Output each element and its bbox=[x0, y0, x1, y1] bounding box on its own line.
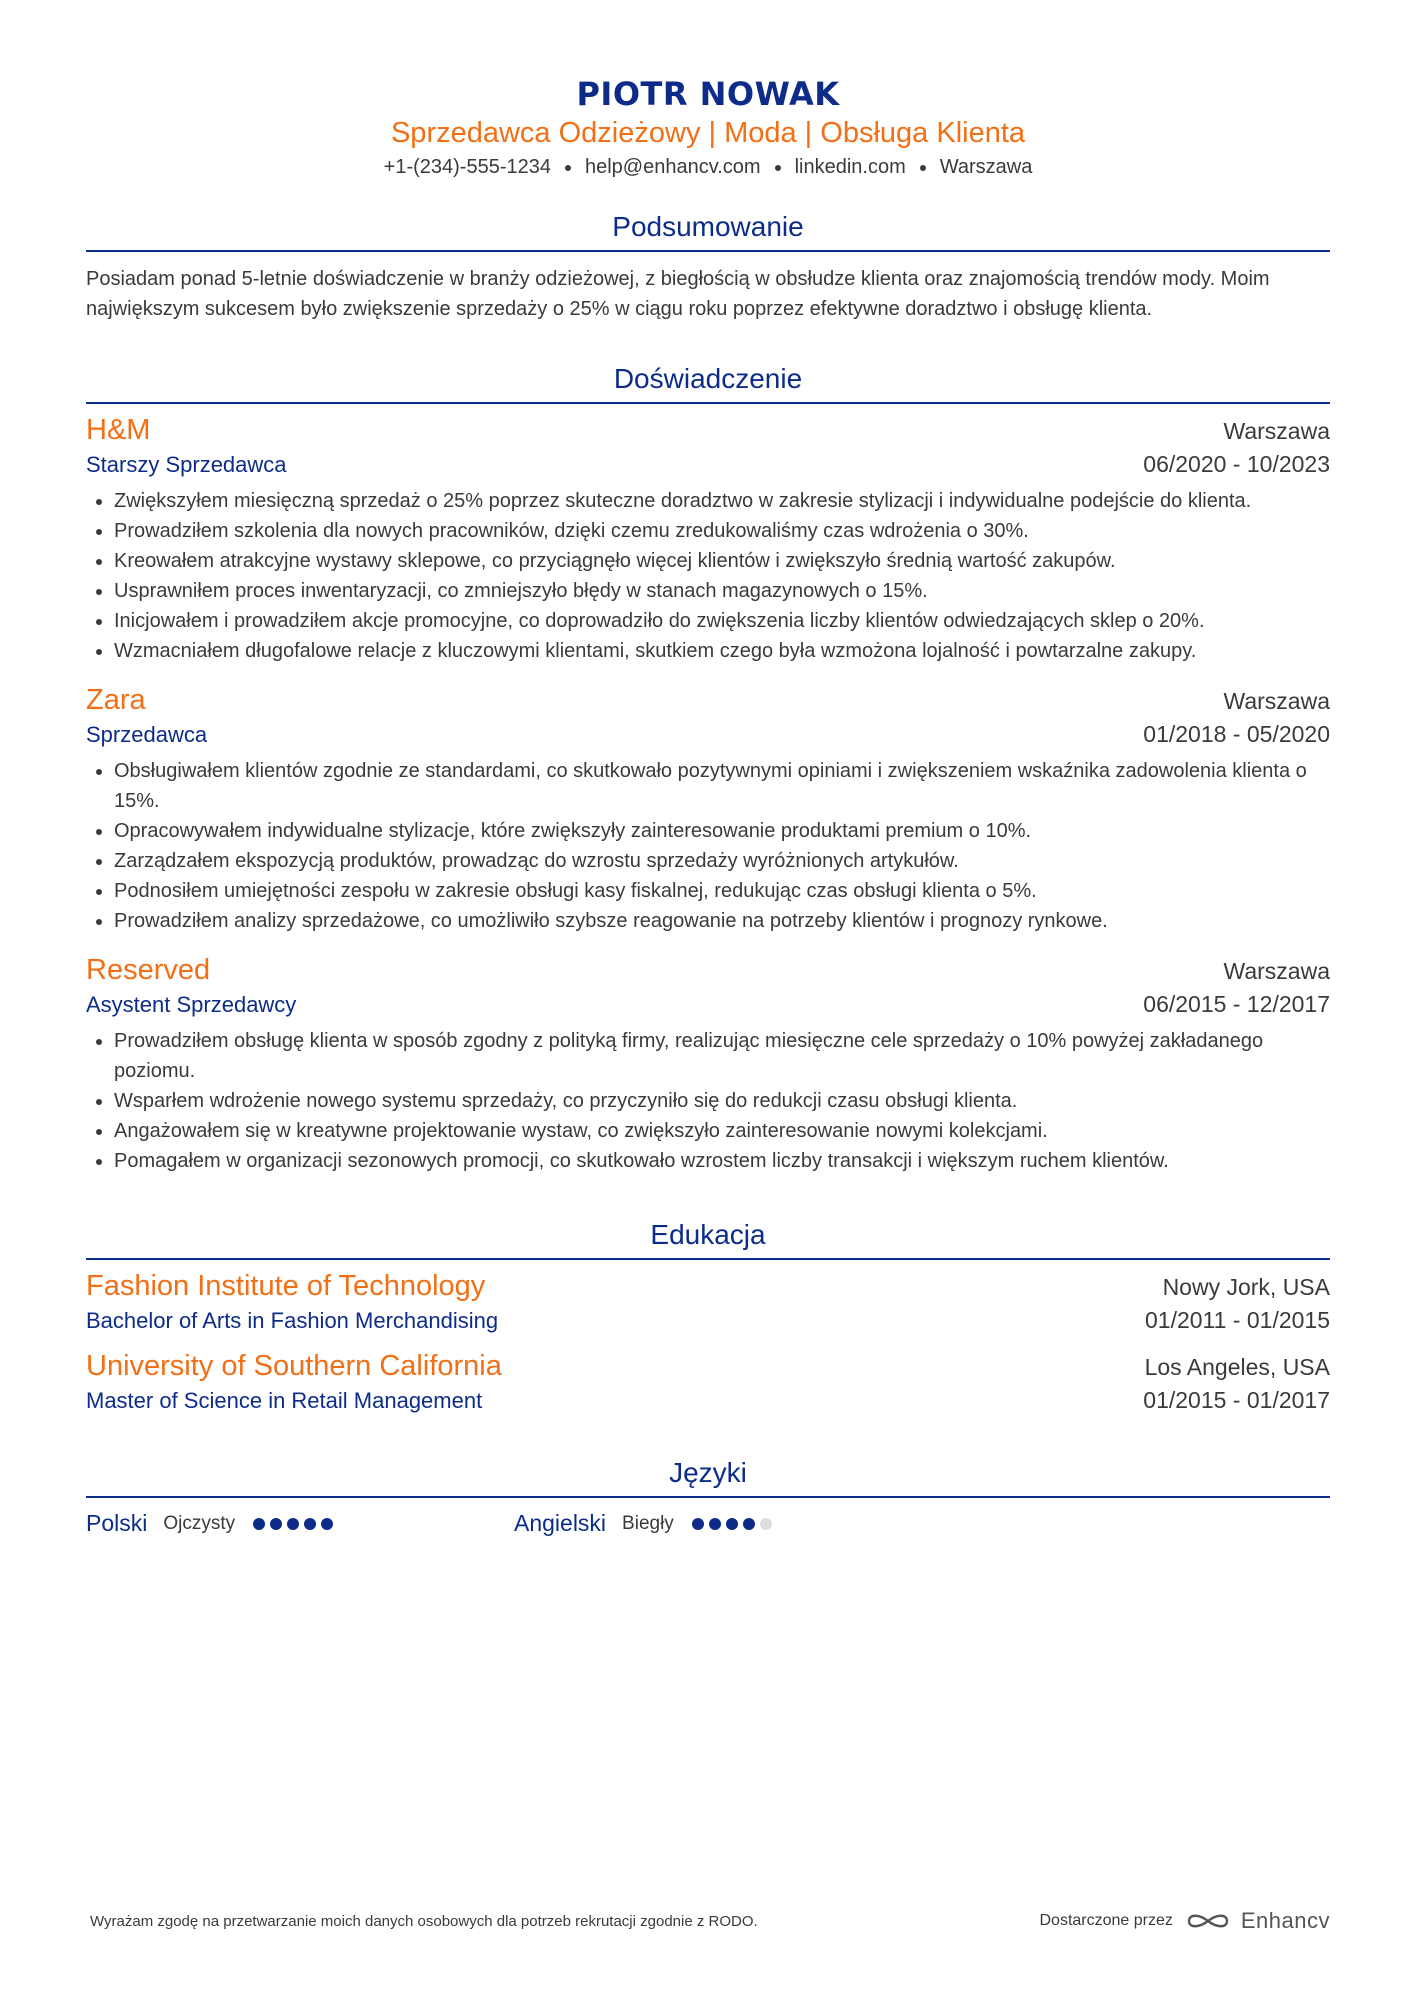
rating-dot-icon bbox=[760, 1518, 772, 1530]
achievement-item: Wzmacniałem długofalowe relacje z kluczowymi klientami, skutkiem czego była wzmożona lojalność i powtarzalne zakupy. bbox=[86, 636, 1330, 666]
powered-by bbox=[1039, 1908, 1330, 1934]
summary-section bbox=[86, 208, 1330, 324]
rating-dot-icon bbox=[304, 1518, 316, 1530]
degree: Bachelor of Arts in Fashion Merchandising bbox=[86, 1308, 499, 1333]
job-title: Sprzedawca bbox=[86, 722, 208, 747]
education-header bbox=[86, 1268, 1330, 1305]
section-title: Doświadczenie bbox=[613, 363, 803, 394]
languages-section bbox=[86, 1454, 1330, 1537]
enhancv-logo-icon bbox=[1185, 1910, 1231, 1932]
separator-dot-icon bbox=[565, 165, 571, 171]
gdpr-consent: Wyrażam zgodę na przetwarzanie moich danych osobowych dla potrzeb rekrutacji zgodnie z RODO. bbox=[90, 1912, 758, 1930]
section-divider bbox=[86, 402, 1330, 404]
company-name: H&M bbox=[86, 414, 151, 446]
achievement-item: Prowadziłem analizy sprzedażowe, co umożliwiło szybsze reagowanie na potrzeby klientów i prognozy rynkowe. bbox=[86, 906, 1330, 936]
job-title: Starszy Sprzedawca bbox=[86, 452, 287, 477]
rating-dot-icon bbox=[709, 1518, 721, 1530]
job-subheader bbox=[86, 989, 1330, 1020]
school-location: Los Angeles, USA bbox=[1144, 1354, 1330, 1380]
education-entry bbox=[86, 1348, 1330, 1416]
headline: Sprzedawca Odzieżowy | Moda | Obsługa Klienta bbox=[390, 117, 1026, 149]
rating-dot-icon bbox=[743, 1518, 755, 1530]
achievement-item: Zwiększyłem miesięczną sprzedaż o 25% poprzez skuteczne doradztwo w zakresie stylizacji i indywidualne podejście do klienta. bbox=[86, 486, 1330, 516]
job-entry bbox=[86, 412, 1330, 666]
brand-name: Enhancv bbox=[1240, 1908, 1330, 1933]
achievement-item: Prowadziłem szkolenia dla nowych pracowników, dzięki czemu zredukowaliśmy czas wdrożenia o 30%. bbox=[86, 516, 1330, 546]
rating-dot-icon bbox=[692, 1518, 704, 1530]
achievement-item: Zarządzałem ekspozycją produktów, prowadząc do wzrostu sprzedaży wyróżnionych artykułów. bbox=[86, 846, 1330, 876]
achievement-item: Pomagałem w organizacji sezonowych promocji, co skutkowało wzrostem liczby transakcji i większym ruchem klientów. bbox=[86, 1146, 1330, 1176]
candidate-name: PIOTR NOWAK bbox=[576, 75, 840, 113]
achievement-item: Kreowałem atrakcyjne wystawy sklepowe, co przyciągnęło więcej klientów i zwiększyło średnią wartość zakupów. bbox=[86, 546, 1330, 576]
rating-dot-icon bbox=[321, 1518, 333, 1530]
achievement-item: Opracowywałem indywidualne stylizacje, które zwiększyły zainteresowanie produktami premium o 10%. bbox=[86, 816, 1330, 846]
resume-page bbox=[86, 74, 1330, 1537]
achievement-item: Prowadziłem obsługę klienta w sposób zgodny z polityką firmy, realizując miesięczne cele sprzedaży o 10% powyżej zakładanego poziomu. bbox=[86, 1026, 1330, 1086]
section-divider bbox=[86, 250, 1330, 252]
job-dates: 06/2015 - 12/2017 bbox=[1143, 991, 1330, 1017]
email[interactable]: help@enhancv.com bbox=[584, 156, 761, 178]
achievement-list bbox=[86, 1026, 1330, 1176]
language-list bbox=[86, 1510, 1330, 1537]
education-subheader bbox=[86, 1385, 1330, 1416]
city: Warszawa bbox=[939, 156, 1033, 178]
section-title: Języki bbox=[669, 1457, 747, 1488]
footer bbox=[90, 1908, 1330, 1934]
job-header bbox=[86, 682, 1330, 719]
job-list bbox=[86, 412, 1330, 1176]
company-name: Zara bbox=[86, 684, 146, 716]
education-dates: 01/2015 - 01/2017 bbox=[1143, 1387, 1330, 1413]
achievement-list bbox=[86, 756, 1330, 936]
achievement-item: Wsparłem wdrożenie nowego systemu sprzedaży, co przyczyniło się do redukcji czasu obsługi klienta. bbox=[86, 1086, 1330, 1116]
language-item bbox=[86, 1510, 514, 1537]
language-name: Polski bbox=[86, 1510, 148, 1536]
rating-dot-icon bbox=[287, 1518, 299, 1530]
education-entry bbox=[86, 1268, 1330, 1336]
linkedin[interactable]: linkedin.com bbox=[794, 156, 906, 178]
job-dates: 06/2020 - 10/2023 bbox=[1143, 451, 1330, 477]
achievement-item: Podnosiłem umiejętności zespołu w zakresie obsługi kasy fiskalnej, redukując czas obsługi klienta o 5%. bbox=[86, 876, 1330, 906]
job-title: Asystent Sprzedawcy bbox=[86, 992, 297, 1017]
achievement-list bbox=[86, 486, 1330, 666]
separator-dot-icon bbox=[920, 165, 926, 171]
separator-dot-icon bbox=[775, 165, 781, 171]
summary-text: Posiadam ponad 5-letnie doświadczenie w branży odzieżowej, z biegłością w obsłudze klienta oraz znajomością trendów mody. Moim największym sukcesem było zwiększenie sprzedaży o 25% w ciągu roku poprzez efektywne doradztwo i obsługę klienta. bbox=[86, 268, 1270, 320]
achievement-item: Inicjowałem i prowadziłem akcje promocyjne, co doprowadziło do zwiększenia liczby klientów odwiedzających sklep o 20%. bbox=[86, 606, 1330, 636]
section-title: Podsumowanie bbox=[612, 211, 804, 242]
phone: +1-(234)-555-1234 bbox=[383, 156, 551, 178]
job-subheader bbox=[86, 449, 1330, 480]
language-level: Ojczysty bbox=[163, 1512, 236, 1534]
company-name: Reserved bbox=[86, 954, 211, 986]
school-name: Fashion Institute of Technology bbox=[86, 1270, 486, 1302]
job-entry bbox=[86, 682, 1330, 936]
contact-line bbox=[86, 152, 1330, 182]
achievement-item: Angażowałem się w kreatywne projektowanie wystaw, co zwiększyło zainteresowanie nowymi kolekcjami. bbox=[86, 1116, 1330, 1146]
proficiency-rating bbox=[692, 1518, 777, 1530]
school-location: Nowy Jork, USA bbox=[1162, 1274, 1330, 1300]
education-dates: 01/2011 - 01/2015 bbox=[1144, 1307, 1330, 1333]
degree: Master of Science in Retail Management bbox=[86, 1388, 483, 1413]
powered-by-label: Dostarczone przez bbox=[1039, 1912, 1173, 1929]
school-name: University of Southern California bbox=[86, 1350, 502, 1382]
section-divider bbox=[86, 1258, 1330, 1260]
education-header bbox=[86, 1348, 1330, 1385]
section-title: Edukacja bbox=[650, 1219, 766, 1250]
experience-section bbox=[86, 360, 1330, 1176]
language-level: Biegły bbox=[622, 1512, 674, 1534]
job-entry bbox=[86, 952, 1330, 1176]
achievement-item: Usprawniłem proces inwentaryzacji, co zmniejszyło błędy w stanach magazynowych o 15%. bbox=[86, 576, 1330, 606]
job-header bbox=[86, 412, 1330, 449]
job-location: Warszawa bbox=[1223, 688, 1330, 714]
job-subheader bbox=[86, 719, 1330, 750]
job-location: Warszawa bbox=[1223, 418, 1330, 444]
section-divider bbox=[86, 1496, 1330, 1498]
job-header bbox=[86, 952, 1330, 989]
education-section bbox=[86, 1216, 1330, 1416]
education-list bbox=[86, 1268, 1330, 1416]
rating-dot-icon bbox=[253, 1518, 265, 1530]
job-location: Warszawa bbox=[1223, 958, 1330, 984]
proficiency-rating bbox=[253, 1518, 338, 1530]
language-item bbox=[514, 1510, 942, 1537]
language-name: Angielski bbox=[514, 1510, 607, 1536]
job-dates: 01/2018 - 05/2020 bbox=[1143, 721, 1330, 747]
rating-dot-icon bbox=[270, 1518, 282, 1530]
achievement-item: Obsługiwałem klientów zgodnie ze standardami, co skutkowało pozytywnymi opiniami i zwiększeniem wskaźnika zadowolenia klienta o 15%. bbox=[86, 756, 1330, 816]
education-subheader bbox=[86, 1305, 1330, 1336]
rating-dot-icon bbox=[726, 1518, 738, 1530]
